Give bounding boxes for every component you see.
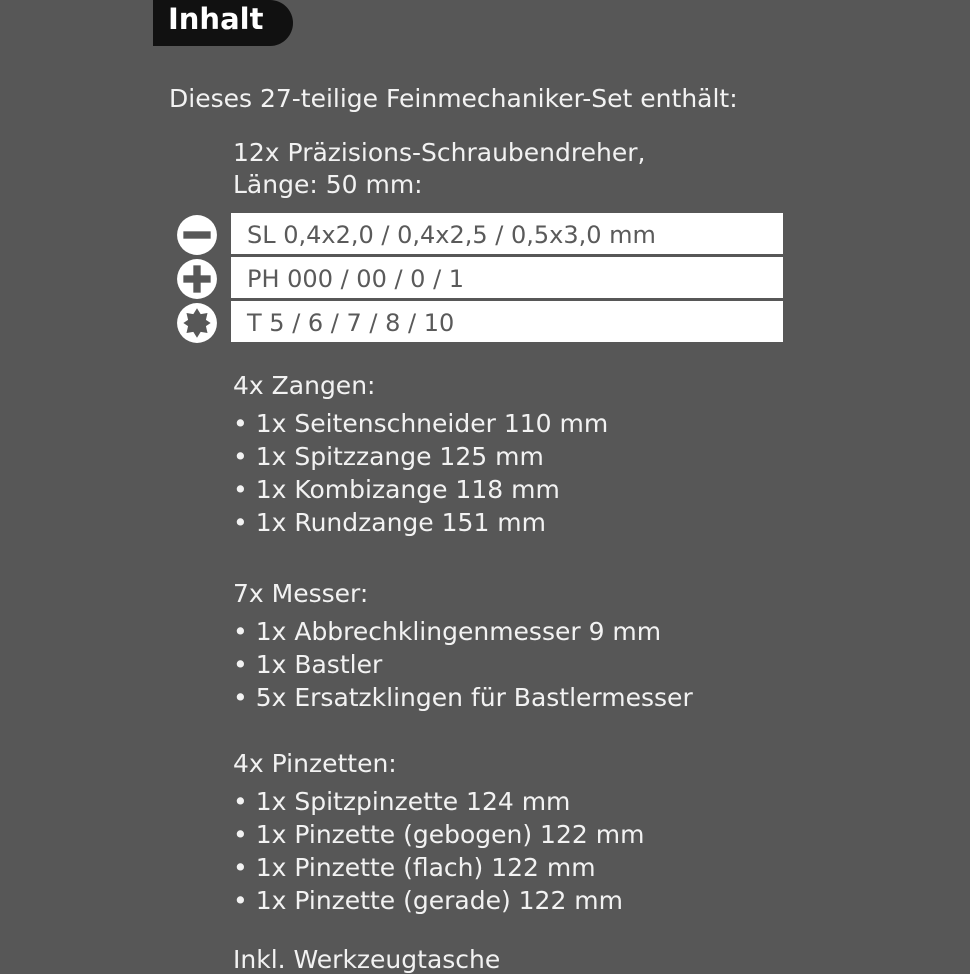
bit-label-torx: T 5 / 6 / 7 / 8 / 10	[231, 301, 783, 342]
list-item: • 1x Spitzzange 125 mm	[233, 442, 544, 471]
knives-list	[233, 615, 693, 714]
list-item: • 1x Spitzpinzette 124 mm	[233, 787, 571, 816]
list-item: • 5x Ersatzklingen für Bastlermesser	[233, 683, 693, 712]
bit-label-slotted: SL 0,4x2,0 / 0,4x2,5 / 0,5x3,0 mm	[231, 213, 783, 254]
tweezers-list	[233, 785, 644, 917]
list-item: • 1x Pinzette (flach) 122 mm	[233, 853, 596, 882]
list-item: • 1x Seitenschneider 110 mm	[233, 409, 609, 438]
list-item: • 1x Abbrechklingenmesser 9 mm	[233, 617, 662, 646]
screwdriver-heading-line2: Länge: 50 mm:	[233, 170, 423, 199]
list-item: • 1x Bastler	[233, 650, 383, 679]
knives-title: 7x Messer:	[233, 579, 369, 608]
extra-note: Inkl. Werkzeugtasche	[233, 945, 501, 974]
intro-text: Dieses 27-teilige Feinmechaniker-Set enthält:	[169, 84, 738, 113]
section-tab-label: Inhalt	[168, 2, 264, 36]
list-item: • 1x Kombizange 118 mm	[233, 475, 560, 504]
list-item: • 1x Pinzette (gebogen) 122 mm	[233, 820, 645, 849]
pliers-list	[233, 407, 608, 539]
section-tab	[153, 0, 293, 46]
screwdriver-heading	[233, 137, 645, 201]
phillips-icon	[176, 258, 218, 300]
torx-icon	[176, 302, 218, 344]
knives-group	[233, 573, 693, 714]
pliers-group	[233, 365, 608, 539]
pliers-title: 4x Zangen:	[233, 371, 376, 400]
slotted-icon	[176, 214, 218, 256]
tweezers-title: 4x Pinzetten:	[233, 749, 397, 778]
bit-label-phillips: PH 000 / 00 / 0 / 1	[231, 257, 783, 298]
tweezers-group	[233, 743, 644, 917]
screwdriver-heading-line1: 12x Präzisions-Schraubendreher,	[233, 138, 646, 167]
list-item: • 1x Rundzange 151 mm	[233, 508, 547, 537]
list-item: • 1x Pinzette (gerade) 122 mm	[233, 886, 624, 915]
